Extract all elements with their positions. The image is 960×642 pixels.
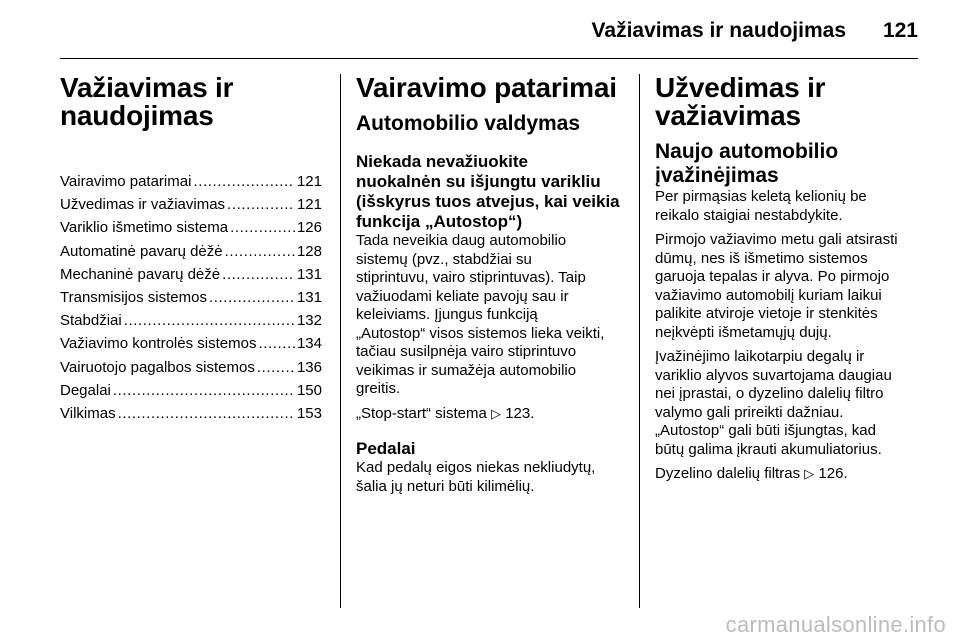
toc-entry[interactable]: Mechaninė pavarų dėžė ..... 131: [60, 263, 322, 286]
pedals-body: Kad pedalų eigos niekas nekliudytų, šalia jų neturi būti kilimėlių.: [356, 459, 596, 495]
running-title: Važiavimas ir naudojimas: [591, 19, 846, 42]
toc-entry[interactable]: Stabdžiai ..... 132: [60, 309, 322, 332]
page-header: [60, 0, 918, 59]
page-reference-arrow-icon: ▷: [491, 405, 502, 421]
warning-body: Tada neveikia daug automobilio sistemų (pvz., stabdžiai su stiprintuvu, vairo stiprintuvas). Taip važiuodami keliate pavojų sau ir keleiviams. Įjungus funkciją „Autostop“ visos sistemos lieka veikti, tačiau susilpnėja vairo stiprintuvo veikimas ir sumažėja automobilio greitis.: [356, 232, 605, 397]
break-in-paragraph-1: Per pirmąsias keletą kelionių be reikalo staigiai nestabdykite.: [655, 188, 867, 224]
break-in-paragraph-3: Įvažinėjimo laikotarpiu degalų ir variklio alyvos suvartojama daugiau nei įprastai, o dyzelino dalelių filtro valymo gali prireikti dažniau. „Autostop“ gali būti išjungtas, kad būtų galima įkrauti akumuliatorius.: [655, 348, 892, 458]
page-reference-arrow-icon: ▷: [804, 466, 815, 481]
driving-tips-column: [356, 74, 626, 496]
starting-driving-column: [655, 74, 920, 484]
toc-entry[interactable]: Važiavimo kontrolės sistemos ..... 134: [60, 332, 322, 355]
section-subtitle: Automobilio valdymas: [356, 112, 581, 135]
break-in-paragraph-2: Pirmojo važiavimo metu gali atsirasti dūmų, nes iš išmetimo sistemos garuoja tepalas ir alyva. Po pirmojo važiavimo automobilį kuriam laikui palikite atviroje vietoje ir stenkitės neįkvėpti išmetamųjų dujų.: [655, 231, 898, 341]
warning-heading: Niekada nevažiuokite nuokalnėn su išjungtu varikliu (išskyrus tuos atvejus, kai veikia funkcija „Autostop“): [356, 152, 620, 231]
toc-entry[interactable]: Vilkimas ..... 153: [60, 402, 322, 425]
toc-entry[interactable]: Užvedimas ir važiavimas ..... 121: [60, 193, 322, 216]
chapter-title: Važiavimas ir naudojimas: [60, 72, 234, 131]
chapter-contents-column: [60, 74, 322, 425]
particle-filter-reference[interactable]: Dyzelino dalelių filtras ▷ 126.: [655, 465, 848, 482]
column-divider-left: [340, 74, 341, 608]
section-title: Vairavimo patarimai: [356, 72, 617, 103]
toc-entry[interactable]: Vairuotojo pagalbos sistemos ..... 136: [60, 356, 322, 379]
stop-start-reference[interactable]: „Stop-start“ sistema ▷ 123.: [356, 404, 535, 422]
watermark: carmanualsonline.info: [725, 612, 946, 637]
toc-entry[interactable]: Automatinė pavarų dėžė ..... 128: [60, 240, 322, 263]
section-title: Užvedimas ir važiavimas: [655, 72, 826, 131]
toc-entry[interactable]: Transmisijos sistemos ..... 131: [60, 286, 322, 309]
toc-entry[interactable]: Variklio išmetimo sistema ..... 126: [60, 216, 322, 239]
table-of-contents: [60, 170, 322, 425]
pedals-heading: Pedalai: [356, 439, 416, 458]
toc-entry[interactable]: Vairavimo patarimai ..... 121: [60, 170, 322, 193]
toc-entry[interactable]: Degalai ..... 150: [60, 379, 322, 402]
page-number: 121: [882, 19, 918, 42]
section-subtitle: Naujo automobilio įvažinėjimas: [655, 140, 839, 187]
column-divider-right: [639, 74, 640, 608]
